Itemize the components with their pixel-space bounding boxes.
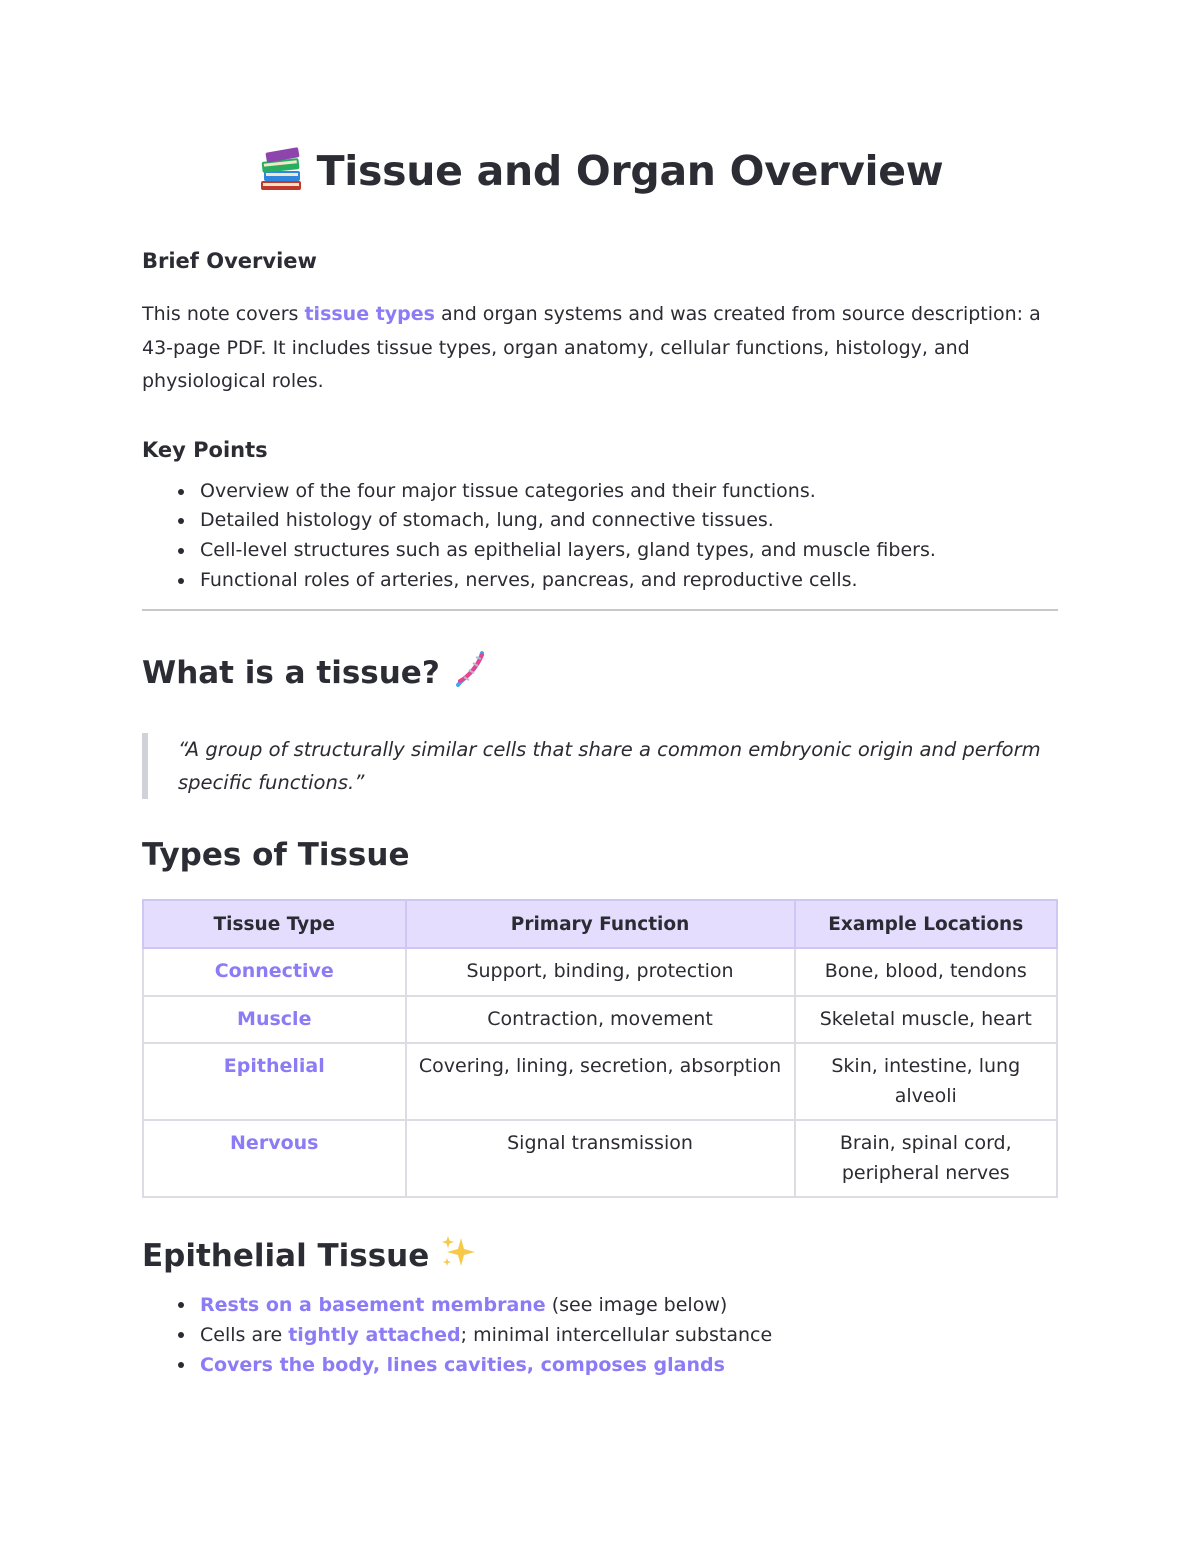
brief-overview-text [142,298,1058,399]
brief-text-before: This note covers [142,303,305,325]
types-of-tissue-heading: Types of Tissue [142,837,410,874]
sparkles-icon [439,1232,479,1272]
brief-highlight: tissue types [304,303,435,325]
table-row [143,1120,1057,1197]
bullet-icon [178,489,184,495]
page-title-text: Tissue and Organ Overview [316,147,944,195]
table-row [143,1043,1057,1120]
bullet-icon [178,548,184,554]
tissue-type-cell: Epithelial [143,1043,406,1120]
locations-cell: Skeletal muscle, heart [795,996,1057,1044]
page-title [142,140,1058,202]
bullet-icon [178,1302,184,1308]
tissue-types-table [142,899,1058,1198]
tissue-type-cell: Connective [143,948,406,996]
list-item: Rests on a basement membrane (see image below) [142,1290,1058,1320]
column-header: Example Locations [795,900,1057,948]
list-item: Covers the body, lines cavities, composes glands [142,1350,1058,1380]
table-row [143,996,1057,1044]
brief-text-after: and organ systems and was created from source description: a 43-page PDF. It includes tissue types, organ anatomy, cellular functions, histology, and physiological roles. [142,303,1041,392]
tissue-type-cell: Nervous [143,1120,406,1197]
key-points-list [142,477,1058,596]
function-cell: Support, binding, protection [406,948,795,996]
epithelial-list [142,1290,1058,1380]
function-cell: Covering, lining, secretion, absorption [406,1043,795,1120]
section-divider [142,609,1058,611]
column-header: Tissue Type [143,900,406,948]
locations-cell: Brain, spinal cord, peripheral nerves [795,1120,1057,1197]
locations-cell: Bone, blood, tendons [795,948,1057,996]
what-is-tissue-heading: What is a tissue? [142,649,1058,695]
list-item: Cell-level structures such as epithelial layers, gland types, and muscle fibers. [142,536,1058,566]
list-item: Cells are tightly attached; minimal intercellular substance [142,1320,1058,1350]
bullet-icon [178,1362,184,1368]
brief-overview-heading: Brief Overview [142,249,317,273]
column-header: Primary Function [406,900,795,948]
list-item: Detailed histology of stomach, lung, and connective tissues. [142,506,1058,536]
dna-icon [450,649,490,689]
function-cell: Contraction, movement [406,996,795,1044]
document-page [142,140,1058,1380]
tissue-definition-quote: “A group of structurally similar cells that share a common embryonic origin and perform specific functions.” [142,733,1058,799]
key-points-heading: Key Points [142,437,268,462]
epithelial-tissue-heading: Epithelial Tissue [142,1232,1058,1278]
bullet-icon [178,1332,184,1338]
list-item: Overview of the four major tissue categories and their functions. [142,477,1058,507]
function-cell: Signal transmission [406,1120,795,1197]
bullet-icon [178,518,184,524]
bullet-icon [178,578,184,584]
books-icon [257,147,305,193]
brief-overview-section [142,246,1058,399]
table-header-row [143,900,1057,948]
tissue-type-cell: Muscle [143,996,406,1044]
list-item: Functional roles of arteries, nerves, pancreas, and reproductive cells. [142,566,1058,596]
locations-cell: Skin, intestine, lung alveoli [795,1043,1057,1120]
table-row [143,948,1057,996]
